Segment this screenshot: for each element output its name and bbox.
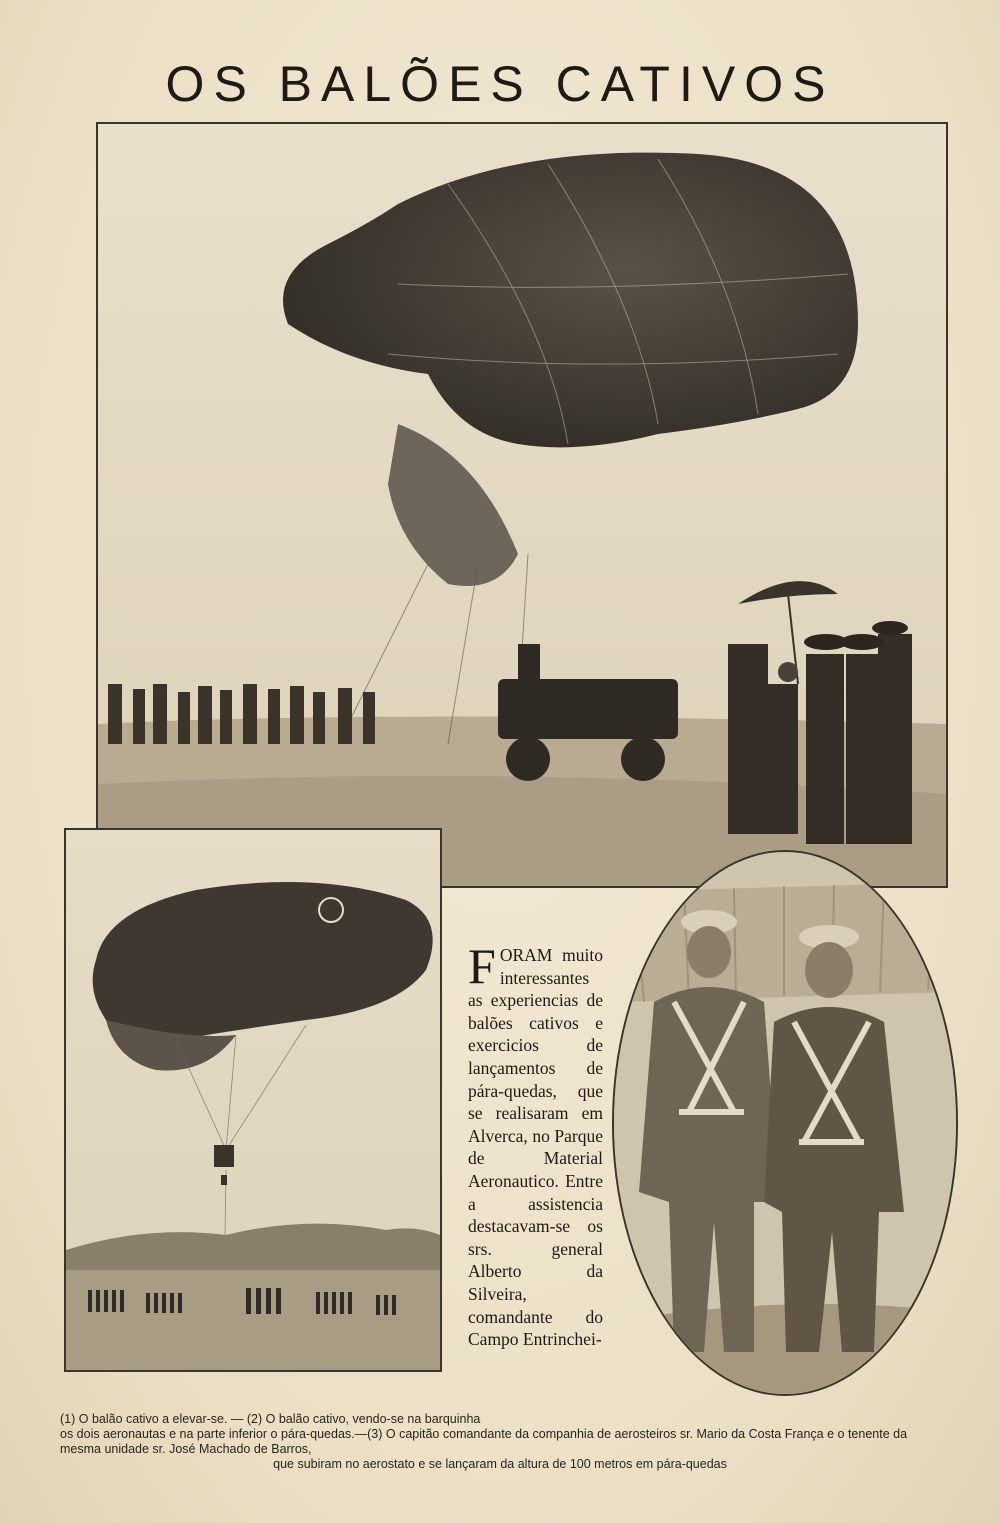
officers-illustration	[614, 852, 956, 1394]
photo-balloon-rising	[96, 122, 948, 888]
article-dropcap: F	[468, 938, 496, 994]
photo-balloon-with-basket	[64, 828, 442, 1372]
caption-line-1: (1) O balão cativo a elevar-se. — (2) O balão cativo, vendo-se na barquinha	[60, 1412, 481, 1426]
photo-officers-portrait	[612, 850, 958, 1396]
caption-line-3: que subiram no aerostato e se lançaram da altura de 100 metros em pára-quedas	[273, 1457, 727, 1471]
article-body: ORAM muito interessantes as experiencias de balões cativos e exercicios de lançamentos de pára-quedas, que se realisaram em Alverca, no Parque de Material Aeronautico. Entre a assistencia destacavam-se os srs. general Alberto da Silveira, comandante do Campo Entrinchei-	[468, 945, 603, 1350]
page-title: OS BALÕES CATIVOS	[165, 56, 835, 112]
balloon-rising-illustration	[98, 124, 946, 886]
photo-captions	[60, 1412, 940, 1472]
article-text	[468, 938, 603, 1351]
balloon-basket-illustration	[66, 830, 440, 1370]
caption-line-2: os dois aeronautas e na parte inferior o pára-quedas.—(3) O capitão comandante da companhia de aerosteiros sr. Mario da Costa França e o tenente da mesma unidade sr. José Machado de Barros,	[60, 1427, 908, 1456]
